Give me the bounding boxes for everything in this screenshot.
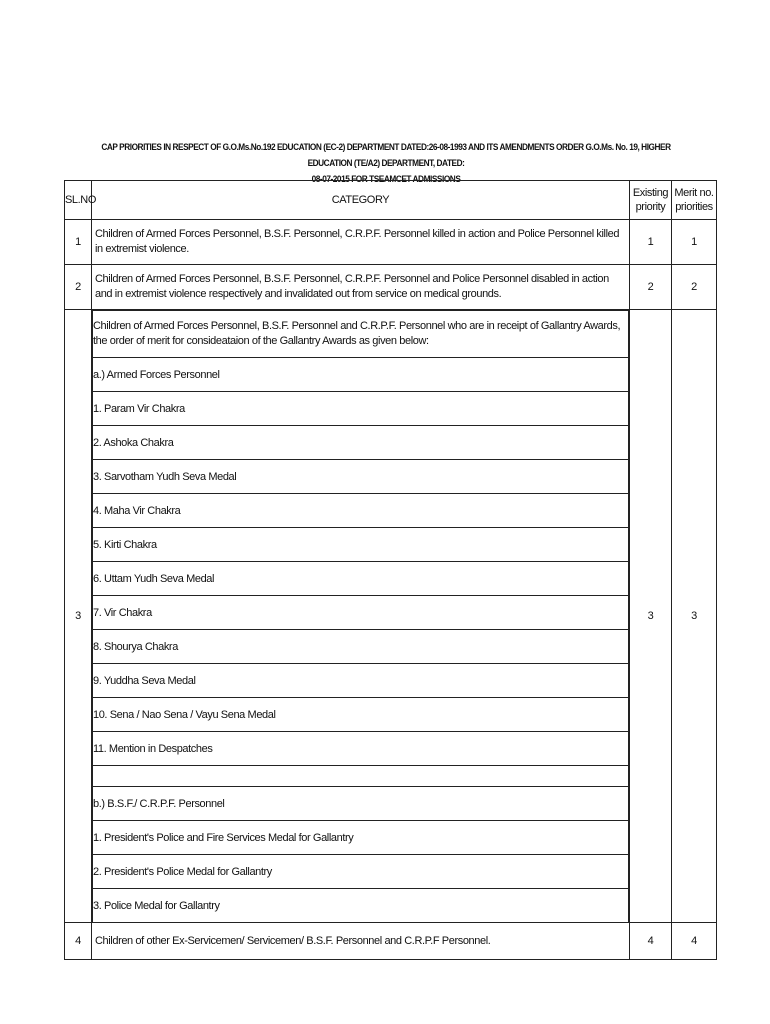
list-item: 3. Police Medal for Gallantry	[93, 889, 629, 923]
list-item: b.) B.S.F./ C.R.P.F. Personnel	[93, 787, 629, 821]
list-item: 2. Ashoka Chakra	[93, 426, 629, 460]
table-row	[65, 923, 717, 960]
row-existing-priority: 1	[630, 220, 672, 265]
header-existing-line2: priority	[635, 201, 666, 213]
table-row	[65, 310, 717, 923]
list-item: 2. President's Police Medal for Gallantry	[93, 855, 629, 889]
list-item: 7. Vir Chakra	[93, 596, 629, 630]
row-existing-priority: 4	[630, 923, 672, 960]
table-header-row	[65, 181, 717, 220]
list-item: 5. Kirti Chakra	[93, 528, 629, 562]
header-existing-line1: Existing	[632, 187, 669, 199]
list-item: 11. Mention in Despatches	[93, 732, 629, 766]
header-category: CATEGORY	[92, 181, 630, 220]
title-line-1: CAP PRIORITIES IN RESPECT OF G.O.Ms.No.192 EDUCATION (EC-2) DEPARTMENT DATED:26-08-1993 AND ITS AMENDMENTS ORDER G.O.Ms. No. 19, HIGHER EDUCATION (TE/A2) DEPARTMENT, DATED:	[101, 142, 671, 168]
header-merit-line1: Merit no.	[674, 187, 714, 199]
row-merit-priority: 4	[672, 923, 717, 960]
row-category: Children of other Ex-Servicemen/ Servicemen/ B.S.F. Personnel and C.R.P.F Personnel.	[92, 923, 630, 960]
row-existing-priority: 2	[630, 265, 672, 310]
list-item: 9. Yuddha Seva Medal	[93, 664, 629, 698]
list-item: 1. Param Vir Chakra	[93, 392, 629, 426]
row-slno: 3	[65, 310, 92, 923]
row-merit-priority: 2	[672, 265, 717, 310]
list-item: a.) Armed Forces Personnel	[93, 358, 629, 392]
row-slno: 2	[65, 265, 92, 310]
row-category-gallantry	[92, 310, 630, 923]
list-item: 4. Maha Vir Chakra	[93, 494, 629, 528]
row-category: Children of Armed Forces Personnel, B.S.F. Personnel, C.R.P.F. Personnel killed in action and Police Personnel killed in extremist violence.	[92, 220, 630, 265]
list-item-blank	[93, 766, 629, 787]
header-existing-priority	[630, 181, 672, 220]
row-category: Children of Armed Forces Personnel, B.S.F. Personnel and C.R.P.F. Personnel who are in receipt of Gallantry Awards, the order of merit for consideataion of the Gallantry Awards as given below:	[93, 311, 629, 358]
header-slno: SL.NO	[65, 181, 92, 220]
list-item: 8. Shourya Chakra	[93, 630, 629, 664]
row-existing-priority: 3	[630, 310, 672, 923]
header-merit-line2: priorities	[675, 201, 713, 213]
row-merit-priority: 3	[672, 310, 717, 923]
row-merit-priority: 1	[672, 220, 717, 265]
row-slno: 1	[65, 220, 92, 265]
list-item: 10. Sena / Nao Sena / Vayu Sena Medal	[93, 698, 629, 732]
list-item: 3. Sarvotham Yudh Seva Medal	[93, 460, 629, 494]
gallantry-awards-list	[92, 310, 629, 922]
header-merit-priorities	[672, 181, 717, 220]
title-line-2: 08-07-2015 FOR TSEAMCET ADMISSIONS	[311, 174, 461, 184]
table-row	[65, 265, 717, 310]
list-item: 6. Uttam Yudh Seva Medal	[93, 562, 629, 596]
priorities-table	[64, 180, 717, 960]
row-slno: 4	[65, 923, 92, 960]
table-row	[65, 220, 717, 265]
list-item: 1. President's Police and Fire Services Medal for Gallantry	[93, 821, 629, 855]
row-category: Children of Armed Forces Personnel, B.S.F. Personnel, C.R.P.F. Personnel and Police Personnel disabled in action and in extremist violence respectively and invalidated out from service on medical grounds.	[92, 265, 630, 310]
